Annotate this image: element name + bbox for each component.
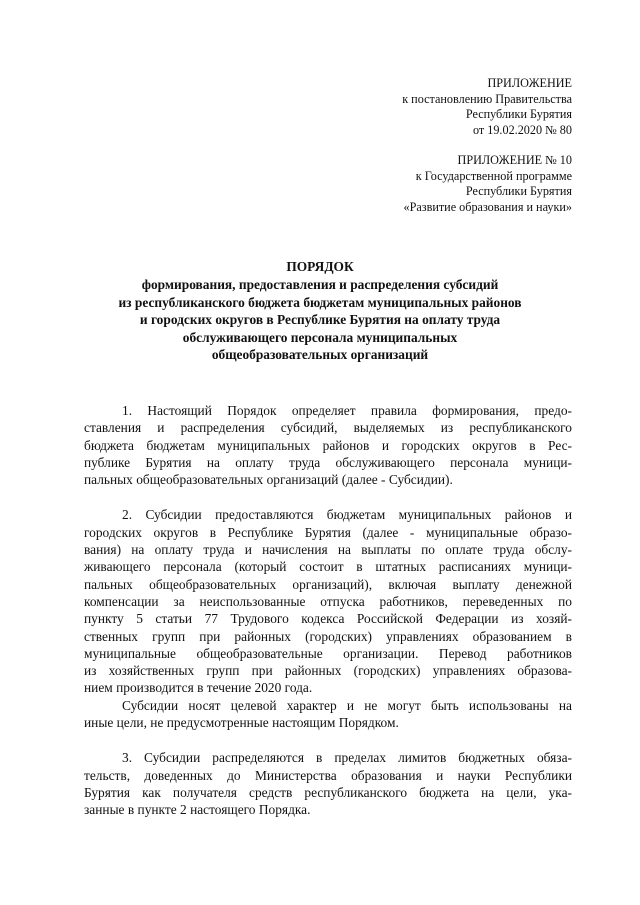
paragraph-line: Субсидии носят целевой характер и не могут быть использованы на	[122, 697, 572, 713]
title-heading: ПОРЯДОК	[286, 259, 354, 274]
paragraph-line: городских округов в Республике Бурятия (далее - муниципальные образо-	[84, 524, 572, 540]
title-line: формирования, предоставления и распределения субсидий	[141, 277, 499, 293]
attachment-line: к постановлению Правительства	[402, 91, 572, 106]
paragraph-line: ственных групп при районных (городских) управлениях образованием в	[84, 628, 572, 644]
paragraph-line: 2. Субсидии предоставляются бюджетам муниципальных районов и	[122, 507, 572, 523]
title-line: и городских округов в Республике Бурятия на оплату труда	[139, 312, 501, 328]
paragraph-line: пальных общеобразовательных организаций), включая выплату денежной	[84, 576, 572, 592]
paragraph-line: 3. Субсидии распределяются в пределах лимитов бюджетных обяза-	[122, 750, 572, 766]
paragraph-line: пальных общеобразовательных организаций (далее - Субсидии).	[84, 472, 453, 488]
paragraph-line: публике Бурятия на оплату труда обслуживающего персонала муници-	[84, 454, 572, 470]
attachment-line: ПРИЛОЖЕНИЕ	[487, 76, 572, 90]
paragraph-3	[84, 749, 572, 818]
paragraph-2-continuation	[84, 697, 572, 732]
paragraph-line: из хозяйственных групп при районных (городских) управлениях образова-	[84, 663, 572, 679]
document-title	[60, 258, 580, 363]
paragraph-line: муниципальные общеобразовательные организации. Перевод работников	[84, 645, 572, 661]
paragraph-line: занные в пункте 2 настоящего Порядка.	[84, 802, 311, 818]
attachment-header-program	[403, 153, 572, 215]
attachment-header-resolution	[402, 76, 572, 138]
paragraph-line: пункту 5 статьи 77 Трудового кодекса Российской Федерации из хозяй-	[84, 611, 572, 627]
attachment-line: Республики Бурятия	[465, 107, 572, 122]
paragraph-gap	[84, 731, 572, 749]
attachment-line: Республики Бурятия	[465, 184, 572, 199]
attachment-line: от 19.02.2020 № 80	[472, 122, 572, 137]
paragraph-line: бюджета бюджетам муниципальных районов и городских округов в Рес-	[84, 437, 572, 453]
attachment-line: «Развитие образования и науки»	[403, 199, 572, 214]
attachment-line: к Государственной программе	[415, 168, 572, 183]
paragraph-line: живающего персонала (который состоит в штатных расписаниях муници-	[84, 559, 572, 575]
title-line: из республиканского бюджета бюджетам муниципальных районов	[118, 294, 522, 310]
attachment-line: ПРИЛОЖЕНИЕ № 10	[457, 153, 572, 167]
title-line: общеобразовательных организаций	[211, 347, 429, 363]
document-body	[84, 402, 572, 819]
paragraph-line: Бурятия как получателя средств республиканского бюджета на цели, ука-	[84, 784, 572, 800]
paragraph-line: тельств, доведенных до Министерства образования и науки Республики	[84, 767, 572, 783]
paragraph-line: 1. Настоящий Порядок определяет правила формирования, предо-	[122, 403, 572, 418]
paragraph-2	[84, 506, 572, 696]
paragraph-gap	[84, 488, 572, 506]
paragraph-line: иные цели, не предусмотренные настоящим Порядком.	[84, 715, 399, 731]
paragraph-line: вания) на оплату труда и начисления на выплаты по оплате труда обслу-	[84, 542, 572, 558]
paragraph-line: нием производится в течение 2020 года.	[84, 680, 313, 696]
title-line: обслуживающего персонала муниципальных	[182, 329, 458, 345]
paragraph-line: ставления и распределения субсидий, выделяемых из республиканского	[84, 420, 572, 436]
paragraph-line: компенсации за неиспользованные отпуска работников, переведенных по	[84, 593, 572, 609]
paragraph-1	[84, 402, 572, 488]
